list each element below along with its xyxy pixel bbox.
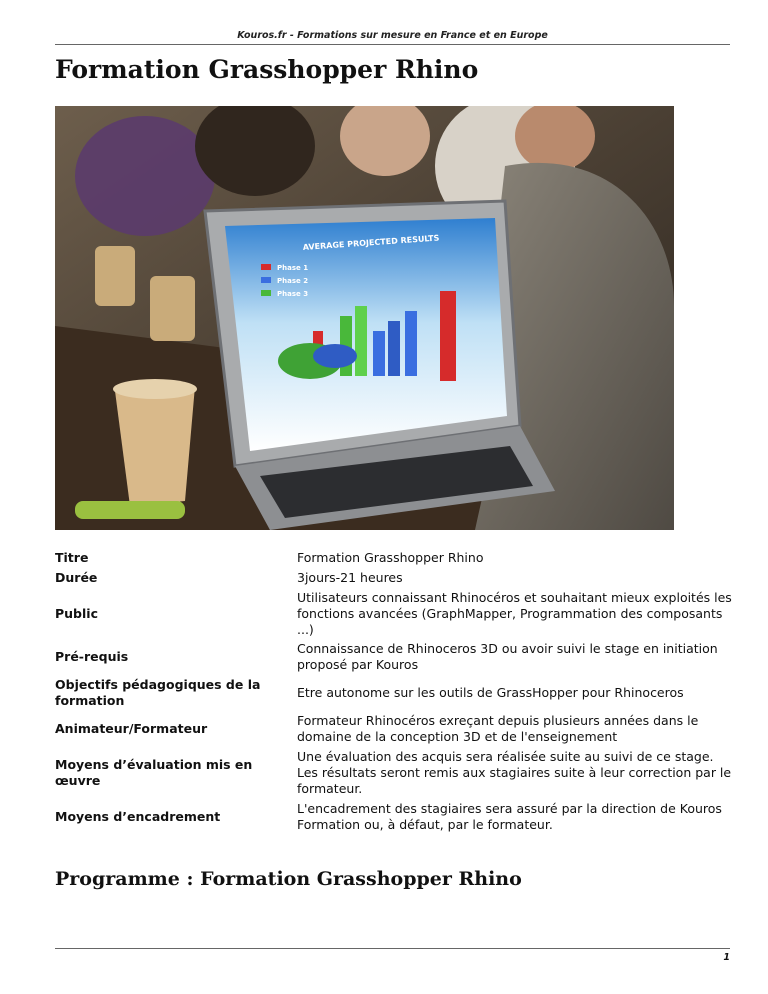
- info-value-titre: Formation Grasshopper Rhino: [297, 549, 484, 565]
- screen-bar: [388, 321, 400, 376]
- info-row: [55, 711, 735, 747]
- page-number: 1: [723, 952, 730, 963]
- info-row: [55, 675, 735, 711]
- screen-bar: [373, 331, 385, 376]
- photo-illustration: [55, 106, 674, 530]
- info-row: [55, 588, 735, 640]
- info-value-animateur: Formateur Rhinocéros exreçant depuis plusieurs années dans le domaine de la conception 3D et de l'enseignement: [297, 712, 699, 744]
- section-title: Programme : Formation Grasshopper Rhino: [55, 868, 522, 890]
- info-label-objectifs: Objectifs pédagogiques de la formation: [55, 676, 261, 708]
- screen-title: AVERAGE PROJECTED RESULTS: [302, 233, 440, 252]
- info-row: [55, 548, 735, 568]
- cup: [95, 246, 135, 306]
- info-value-prerequis: Connaissance de Rhinoceros 3D ou avoir suivi le stage en initiation proposé par Kouros: [297, 641, 718, 672]
- info-row: [55, 568, 735, 588]
- info-value-public: Utilisateurs connaissant Rhinocéros et souhaitant mieux exploités les fonctions avancées (GraphMapper, Programmation des composants ...): [297, 589, 732, 637]
- info-value-evaluation: Une évaluation des acquis sera réalisée suite au suivi de ce stage. Les résultats seront remis aux stagiaires suite à leur correction par le formateur.: [297, 748, 732, 796]
- cup: [150, 276, 195, 341]
- info-table: [55, 548, 735, 835]
- page-title: Formation Grasshopper Rhino: [55, 55, 479, 84]
- screen-pie: [313, 344, 357, 368]
- screen-legend: [261, 264, 308, 298]
- info-label-duree: Durée: [55, 569, 98, 585]
- header-rule: [55, 44, 730, 45]
- footer-rule: [55, 948, 730, 949]
- legend-label: Phase 3: [277, 290, 309, 298]
- page-header: Kouros.fr - Formations sur mesure en France et en Europe: [237, 30, 548, 41]
- info-label-public: Public: [55, 605, 98, 621]
- screen-bar: [355, 306, 367, 376]
- screen-bar: [440, 291, 456, 381]
- legend-label: Phase 1: [277, 264, 309, 272]
- photo-laptop-meeting: [55, 106, 674, 530]
- info-label-encadrement: Moyens d’encadrement: [55, 808, 221, 824]
- info-label-animateur: Animateur/Formateur: [55, 720, 208, 736]
- info-value-duree: 3jours-21 heures: [297, 569, 403, 585]
- info-value-objectifs: Etre autonome sur les outils de GrassHopper pour Rhinoceros: [297, 684, 684, 700]
- info-label-evaluation: Moyens d’évaluation mis en œuvre: [55, 756, 253, 788]
- screen-bar: [405, 311, 417, 376]
- info-label-titre: Titre: [55, 549, 89, 565]
- info-row: [55, 640, 735, 675]
- legend-label: Phase 2: [277, 277, 309, 285]
- info-value-encadrement: L'encadrement des stagiaires sera assuré par la direction de Kouros Formation ou, à défaut, par le formateur.: [297, 800, 722, 832]
- info-label-prerequis: Pré-requis: [55, 649, 129, 664]
- info-row: [55, 747, 735, 799]
- info-row: [55, 799, 735, 835]
